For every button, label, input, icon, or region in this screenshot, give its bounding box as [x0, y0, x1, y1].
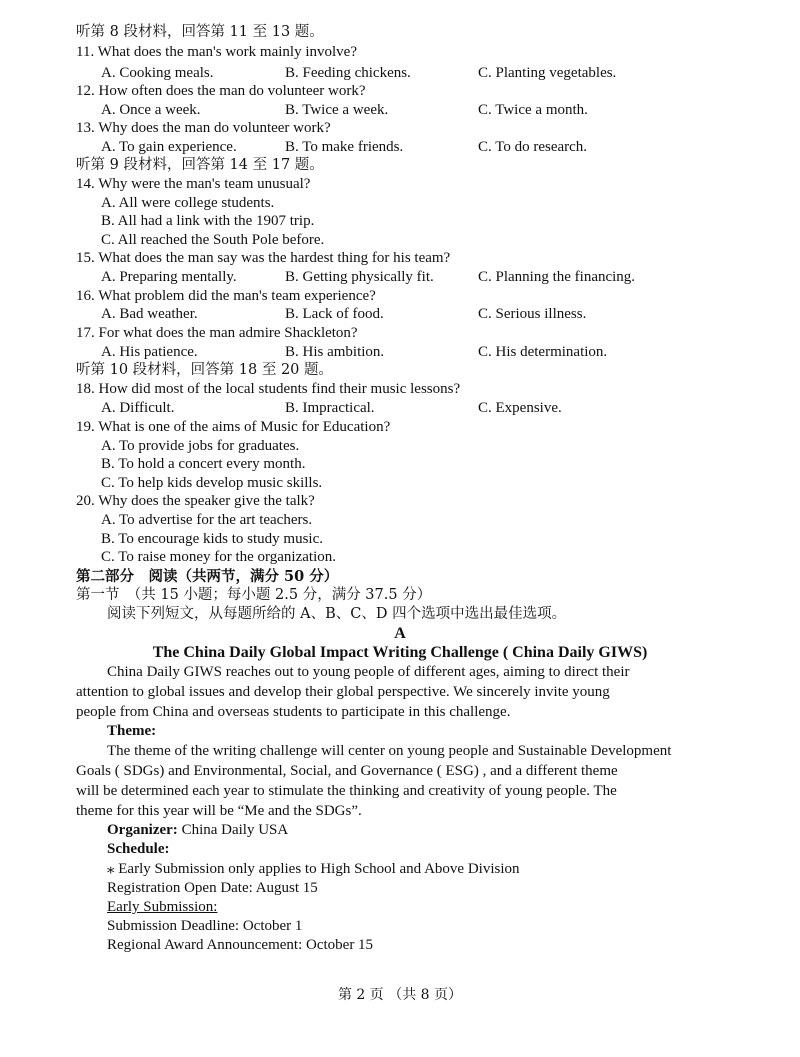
q19-option-b: B. To hold a concert every month. — [101, 456, 306, 472]
deadline-line — [0, 917, 800, 936]
organizer-value: China Daily USA — [177, 822, 289, 838]
q11-option-a: A. Cooking meals. — [101, 65, 214, 81]
q19-option-c-line — [0, 474, 800, 493]
section8-intro-line — [0, 23, 800, 42]
intro-line-3 — [0, 703, 800, 722]
section8-intro: 听第 8 段材料，回答第 11 至 13 题。 — [76, 24, 324, 40]
schedule-label-line — [0, 840, 800, 859]
theme-line-1 — [0, 742, 800, 761]
q15-stem: 15. What does the man say was the hardest thing for his team? — [76, 250, 451, 266]
q12-stem-line — [0, 82, 800, 101]
theme-text-3: will be determined each year to stimulate the thinking and creativity of young people. The — [76, 783, 617, 799]
q11-stem: 11. What does the man's work mainly involve? — [76, 44, 357, 60]
q14-option-c: C. All reached the South Pole before. — [101, 232, 325, 248]
q15-option-b: B. Getting physically fit. — [285, 269, 434, 285]
q14-option-b: B. All had a link with the 1907 trip. — [101, 213, 315, 229]
q17-stem-line — [0, 324, 800, 343]
q18-option-a: A. Difficult. — [101, 400, 175, 416]
q20-option-b-line — [0, 530, 800, 549]
section9-intro-line — [0, 156, 800, 175]
registration-line — [0, 879, 800, 898]
q16-stem: 16. What problem did the man's team experience? — [76, 288, 376, 304]
q17-option-c: C. His determination. — [478, 344, 608, 360]
section10-intro: 听第 10 段材料，回答第 18 至 20 题。 — [76, 362, 334, 378]
q13-options — [0, 138, 800, 157]
page-footer: 第 2 页 （共 8 页） — [337, 987, 463, 1003]
q16-option-a: A. Bad weather. — [101, 306, 198, 322]
passage-letter-line — [0, 624, 800, 643]
q20-option-a: A. To advertise for the art teachers. — [101, 512, 313, 528]
theme-text-4: theme for this year will be “Me and the SDGs”. — [76, 803, 362, 819]
section9-intro: 听第 9 段材料，回答第 14 至 17 题。 — [76, 157, 324, 173]
q20-option-c-line — [0, 548, 800, 567]
q15-stem-line — [0, 249, 800, 268]
schedule-note-line — [0, 860, 800, 879]
q14-option-a: A. All were college students. — [101, 195, 275, 211]
q14-option-a-line — [0, 194, 800, 213]
schedule-label: Schedule: — [107, 841, 170, 857]
q20-option-a-line — [0, 511, 800, 530]
q14-option-b-line — [0, 212, 800, 231]
passage-letter: A — [394, 625, 406, 642]
theme-label: Theme: — [107, 723, 157, 739]
q12-option-c: C. Twice a month. — [478, 102, 588, 118]
q12-options — [0, 101, 800, 120]
q13-option-c: C. To do research. — [478, 139, 588, 155]
q13-stem-line — [0, 119, 800, 138]
theme-text-1: The theme of the writing challenge will center on young people and Sustainable Development — [107, 743, 672, 759]
organizer — [107, 821, 288, 840]
q12-option-b: B. Twice a week. — [285, 102, 389, 118]
q14-stem: 14. Why were the man's team unusual? — [76, 176, 311, 192]
q18-stem: 18. How did most of the local students find their music lessons? — [76, 381, 461, 397]
passage-title: The China Daily Global Impact Writing Challenge ( China Daily GIWS) — [152, 644, 648, 661]
q11-option-c: C. Planting vegetables. — [478, 65, 617, 81]
q16-option-b: B. Lack of food. — [285, 306, 384, 322]
q16-stem-line — [0, 287, 800, 306]
q11-options — [0, 64, 800, 83]
regional-award-line — [0, 936, 800, 955]
q20-option-c: C. To raise money for the organization. — [101, 549, 337, 565]
q20-option-b: B. To encourage kids to study music. — [101, 531, 323, 547]
intro-line-1 — [0, 663, 800, 682]
q15-options — [0, 268, 800, 287]
reading-part-heading: 第二部分 阅读（共两节，满分 50 分） — [76, 568, 339, 585]
q15-option-a: A. Preparing mentally. — [101, 269, 237, 285]
intro-text-3: people from China and overseas students to participate in this challenge. — [76, 704, 511, 720]
registration-date: Registration Open Date: August 15 — [107, 880, 318, 896]
q17-option-a: A. His patience. — [101, 344, 198, 360]
reading-instruction-line — [0, 605, 800, 624]
theme-line-2 — [0, 762, 800, 781]
reading-section-heading: 第一节 （共 15 小题；每小题 2.5 分，满分 37.5 分） — [76, 587, 432, 603]
q18-option-b: B. Impractical. — [285, 400, 375, 416]
reading-section-heading-line — [0, 586, 800, 605]
q18-stem-line — [0, 380, 800, 399]
q14-option-c-line — [0, 231, 800, 250]
theme-label-line — [0, 722, 800, 741]
q15-option-c: C. Planning the financing. — [478, 269, 636, 285]
q16-option-c: C. Serious illness. — [478, 306, 587, 322]
reading-instruction: 阅读下列短文，从每题所给的 A、B、C、D 四个选项中选出最佳选项。 — [107, 606, 567, 622]
q12-stem: 12. How often does the man do volunteer work? — [76, 83, 366, 99]
q20-stem-line — [0, 492, 800, 511]
theme-line-4 — [0, 802, 800, 821]
q11-option-b: B. Feeding chickens. — [285, 65, 411, 81]
q13-stem: 13. Why does the man do volunteer work? — [76, 120, 331, 136]
schedule-note: ⁎ Early Submission only applies to High School and Above Division — [107, 861, 520, 877]
q13-option-b: B. To make friends. — [285, 139, 404, 155]
q19-option-a-line — [0, 437, 800, 456]
organizer-line — [0, 821, 800, 840]
q14-stem-line — [0, 175, 800, 194]
q17-option-b: B. His ambition. — [285, 344, 385, 360]
q18-options — [0, 399, 800, 418]
q18-option-c: C. Expensive. — [478, 400, 562, 416]
early-submission-label: Early Submission: — [107, 899, 218, 915]
q11-stem-line — [0, 43, 800, 62]
q19-option-b-line — [0, 455, 800, 474]
theme-line-3 — [0, 782, 800, 801]
reading-part-heading-line — [0, 567, 800, 586]
q13-option-a: A. To gain experience. — [101, 139, 237, 155]
q17-stem: 17. For what does the man admire Shackleton? — [76, 325, 358, 341]
regional-award-announcement: Regional Award Announcement: October 15 — [107, 937, 374, 953]
intro-text-2: attention to global issues and develop their global perspective. We sincerely invite young — [76, 684, 610, 700]
intro-text-1: China Daily GIWS reaches out to young people of different ages, aiming to direct their — [107, 664, 630, 680]
q19-stem: 19. What is one of the aims of Music for Education? — [76, 419, 391, 435]
theme-text-2: Goals ( SDGs) and Environmental, Social, and Governance ( ESG) , and a different theme — [76, 763, 618, 779]
q19-option-a: A. To provide jobs for graduates. — [101, 438, 300, 454]
q19-option-c: C. To help kids develop music skills. — [101, 475, 323, 491]
q16-options — [0, 305, 800, 324]
passage-title-line — [0, 643, 800, 662]
intro-line-2 — [0, 683, 800, 702]
early-submission-line — [0, 898, 800, 917]
q12-option-a: A. Once a week. — [101, 102, 201, 118]
section10-intro-line — [0, 361, 800, 380]
q20-stem: 20. Why does the speaker give the talk? — [76, 493, 315, 509]
submission-deadline: Submission Deadline: October 1 — [107, 918, 303, 934]
q17-options — [0, 343, 800, 362]
organizer-label: Organizer: — [107, 822, 178, 838]
q19-stem-line — [0, 418, 800, 437]
